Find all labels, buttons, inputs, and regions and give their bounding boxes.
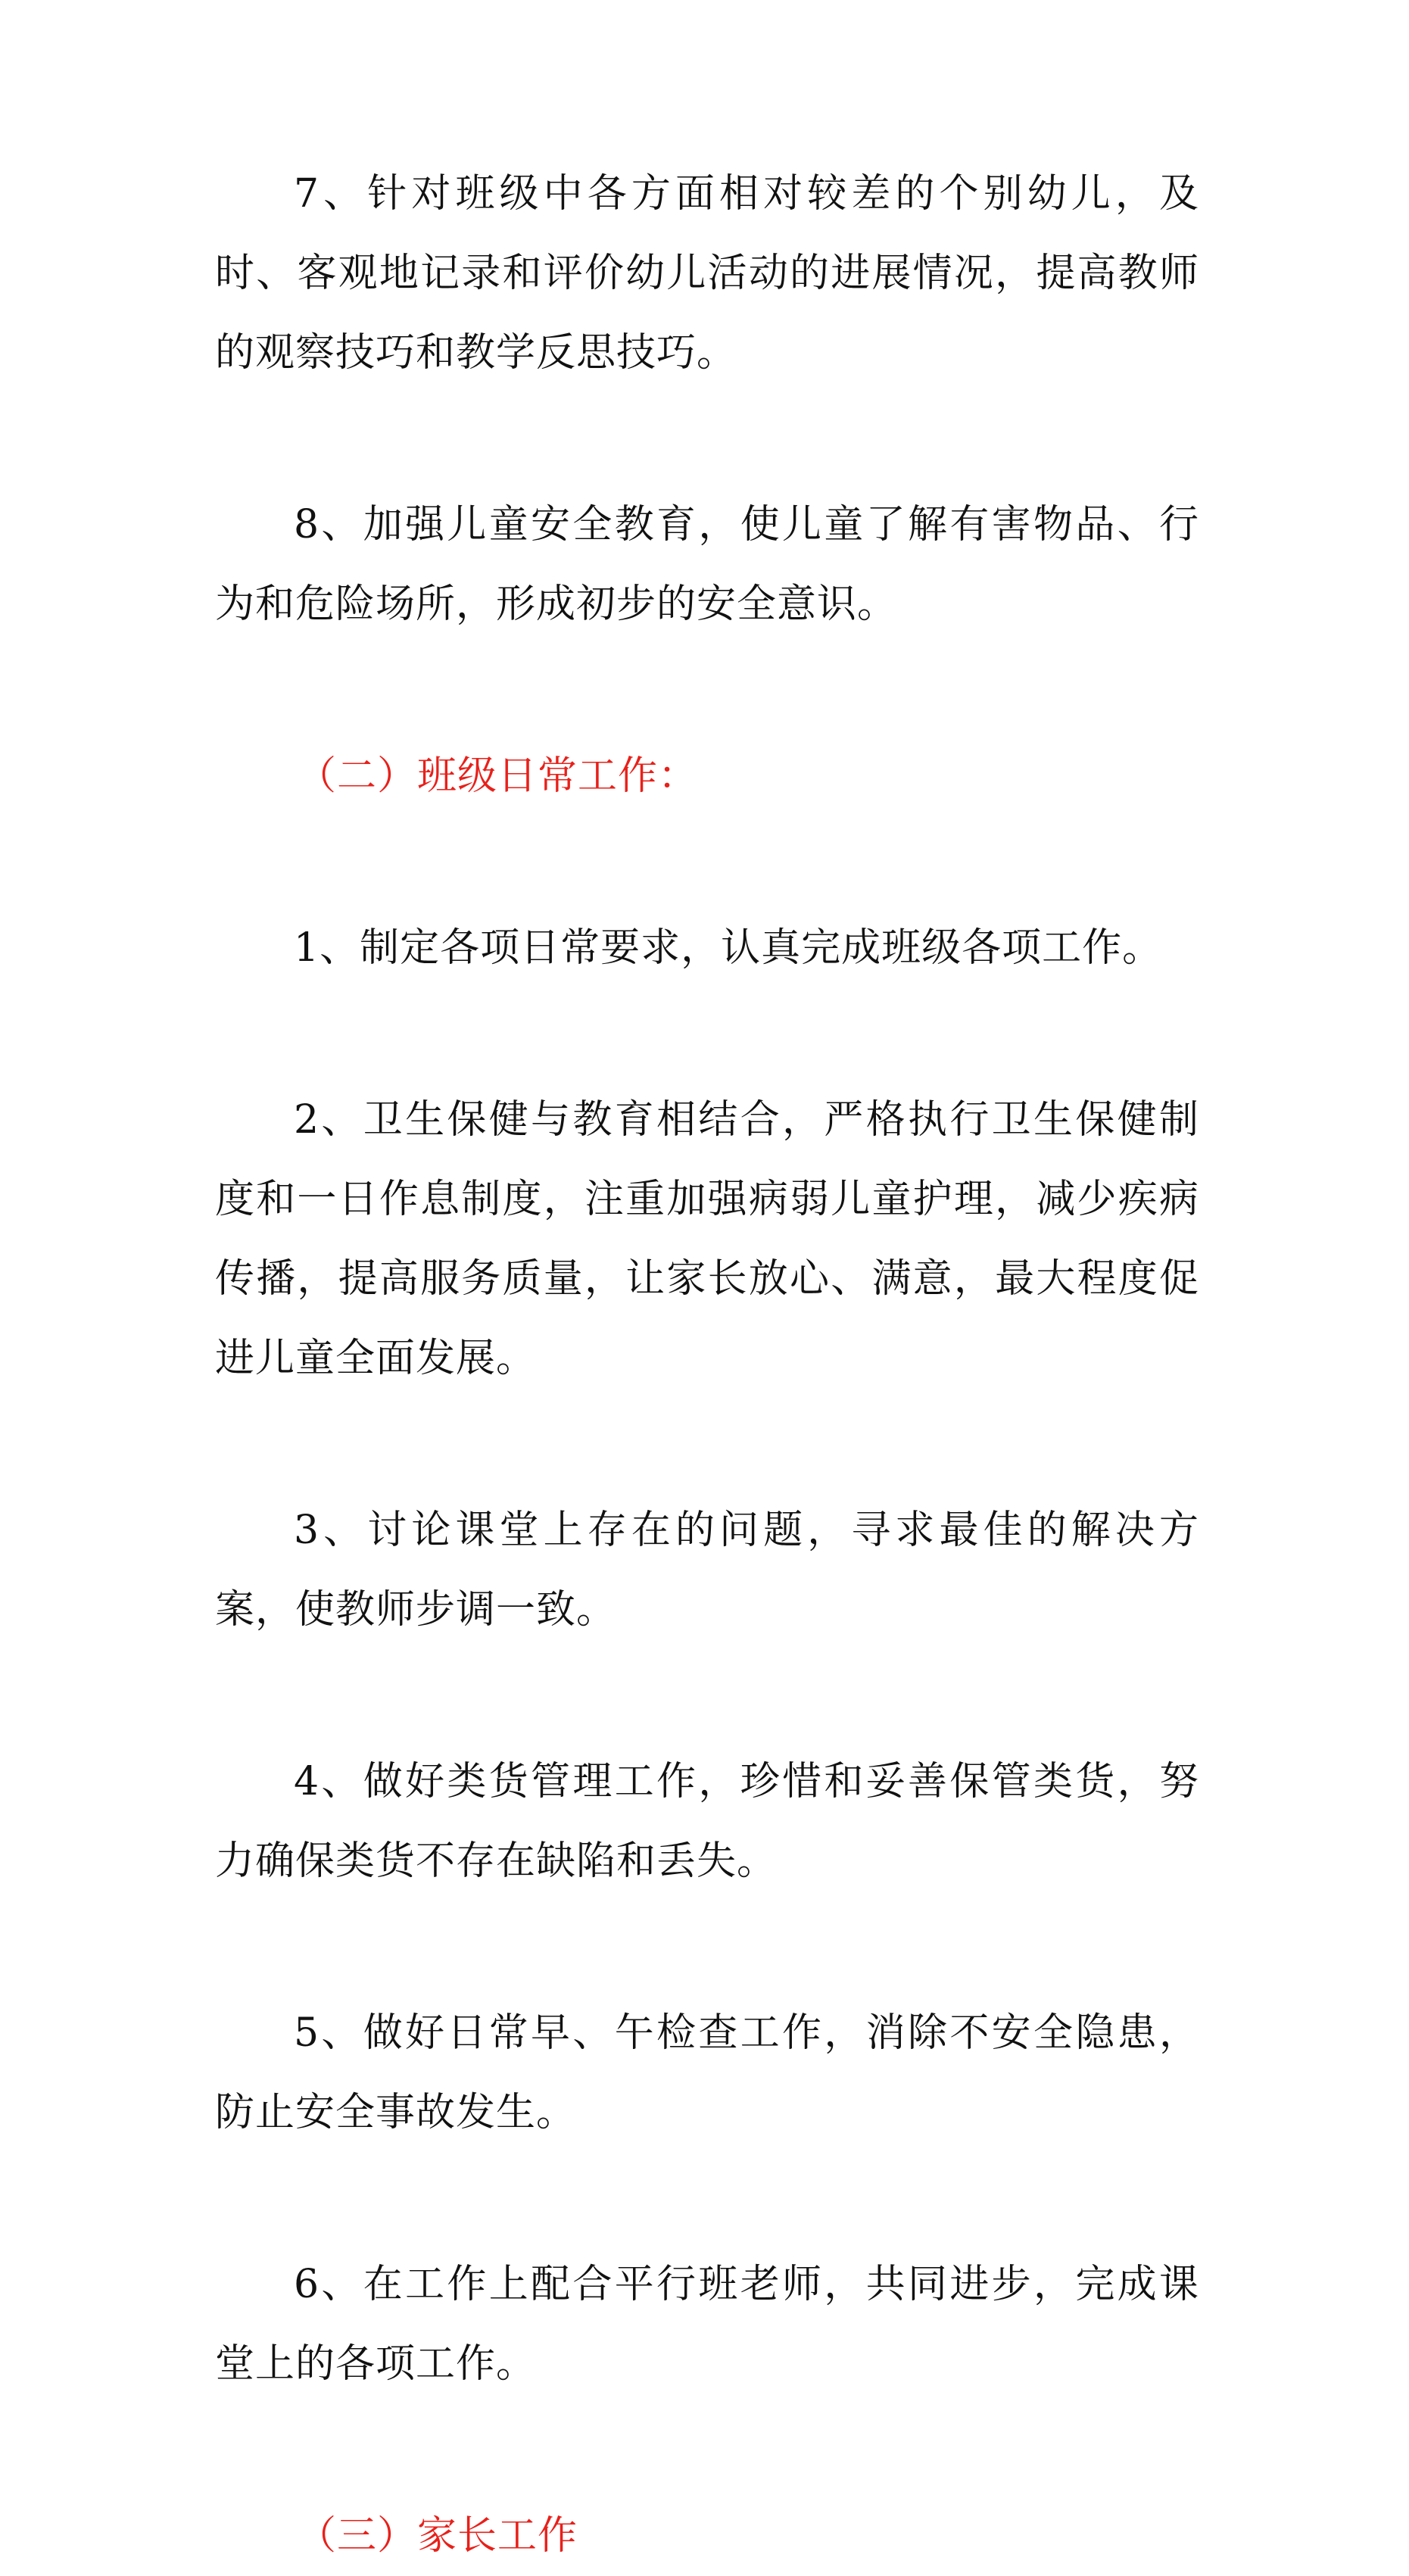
document-body (215, 154, 1199, 2576)
paragraph-7: 7、针对班级中各方面相对较差的个别幼儿，及时、客观地记录和评价幼儿活动的进展情况，提高教师的观察技巧和教学反思技巧。 (215, 171, 1199, 376)
section-heading-parent-work: （三）家长工作 (297, 2513, 578, 2559)
daily-work-item-3: 3、讨论课堂上存在的问题，寻求最佳的解决方案，使教师步调一致。 (215, 1508, 1199, 1633)
section-heading-daily-work: （二）班级日常工作： (297, 753, 699, 799)
paragraph-8: 8、加强儿童安全教育，使儿童了解有害物品、行为和危险场所，形成初步的安全意识。 (215, 502, 1199, 627)
daily-work-item-2: 2、卫生保健与教育相结合，严格执行卫生保健制度和一日作息制度，注重加强病弱儿童护理，减少疾病传播，提高服务质量，让家长放心、满意，最大程度促进儿童全面发展。 (215, 1097, 1199, 1381)
daily-work-item-5: 5、做好日常早、午检查工作，消除不安全隐患，防止安全事故发生。 (215, 2010, 1199, 2135)
daily-work-item-6: 6、在工作上配合平行班老师，共同进步，完成课堂上的各项工作。 (215, 2262, 1199, 2387)
daily-work-item-1: 1、制定各项日常要求，认真完成班级各项工作。 (294, 925, 1163, 971)
daily-work-item-4: 4、做好类货管理工作，珍惜和妥善保管类货，努力确保类货不存在缺陷和丢失。 (215, 1759, 1199, 1884)
